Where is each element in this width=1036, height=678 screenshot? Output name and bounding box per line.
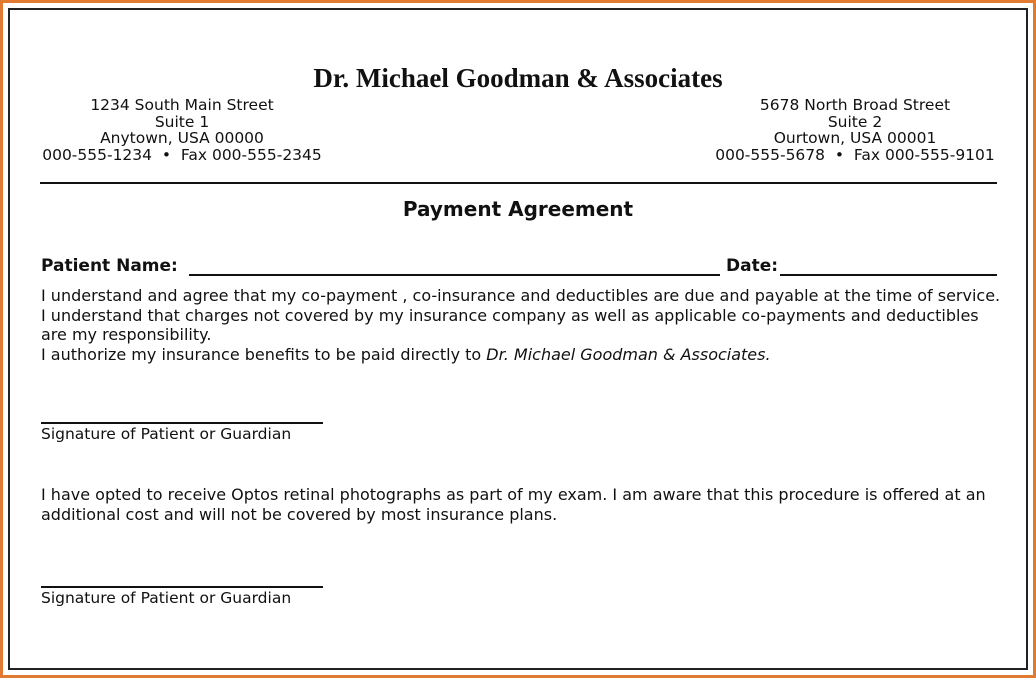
- right-office-suite: Suite 2: [827, 112, 883, 131]
- left-office-city: Anytown, USA 00000: [100, 129, 264, 147]
- patient-name-field[interactable]: [189, 274, 720, 276]
- left-office-suite: Suite 1: [154, 112, 210, 131]
- right-office-street: 5678 North Broad Street: [759, 96, 951, 114]
- financial-responsibility-paragraph: I understand and agree that my co-payment , co-insurance and deductibles are due and payable at the time of service. I understand that charges not covered by my insurance company as well as applicable co-payments and deductibles are my responsibility.: [41, 286, 1001, 344]
- practice-name: Dr. Michael Goodman & Associates: [313, 63, 723, 93]
- signature-label-2: Signature of Patient or Guardian: [41, 589, 292, 607]
- authorization-practice-name: Dr. Michael Goodman & Associates.: [486, 345, 771, 364]
- left-office-phone-fax: 000-555-1234 • Fax 000-555-2345: [42, 145, 322, 164]
- left-office-address: [40, 97, 324, 163]
- patient-name-label: Patient Name:: [41, 256, 178, 276]
- right-office-city: Ourtown, USA 00001: [773, 129, 937, 147]
- authorization-text: I authorize my insurance benefits to be paid directly to: [41, 345, 487, 364]
- form-title: Payment Agreement: [402, 197, 634, 221]
- left-office-street: 1234 South Main Street: [90, 96, 274, 114]
- right-office-phone-fax: 000-555-5678 • Fax 000-555-9101: [715, 145, 995, 164]
- optos-consent-paragraph: I have opted to receive Optos retinal photographs as part of my exam. I am aware that this procedure is offered at an additional cost and will not be covered by most insurance plans.: [41, 485, 986, 524]
- signature-label-1: Signature of Patient or Guardian: [41, 425, 292, 443]
- authorization-statement: [41, 345, 771, 365]
- right-office-address: [712, 97, 998, 163]
- date-label: Date:: [726, 256, 779, 276]
- header-divider: [40, 182, 997, 184]
- date-field[interactable]: [780, 274, 997, 276]
